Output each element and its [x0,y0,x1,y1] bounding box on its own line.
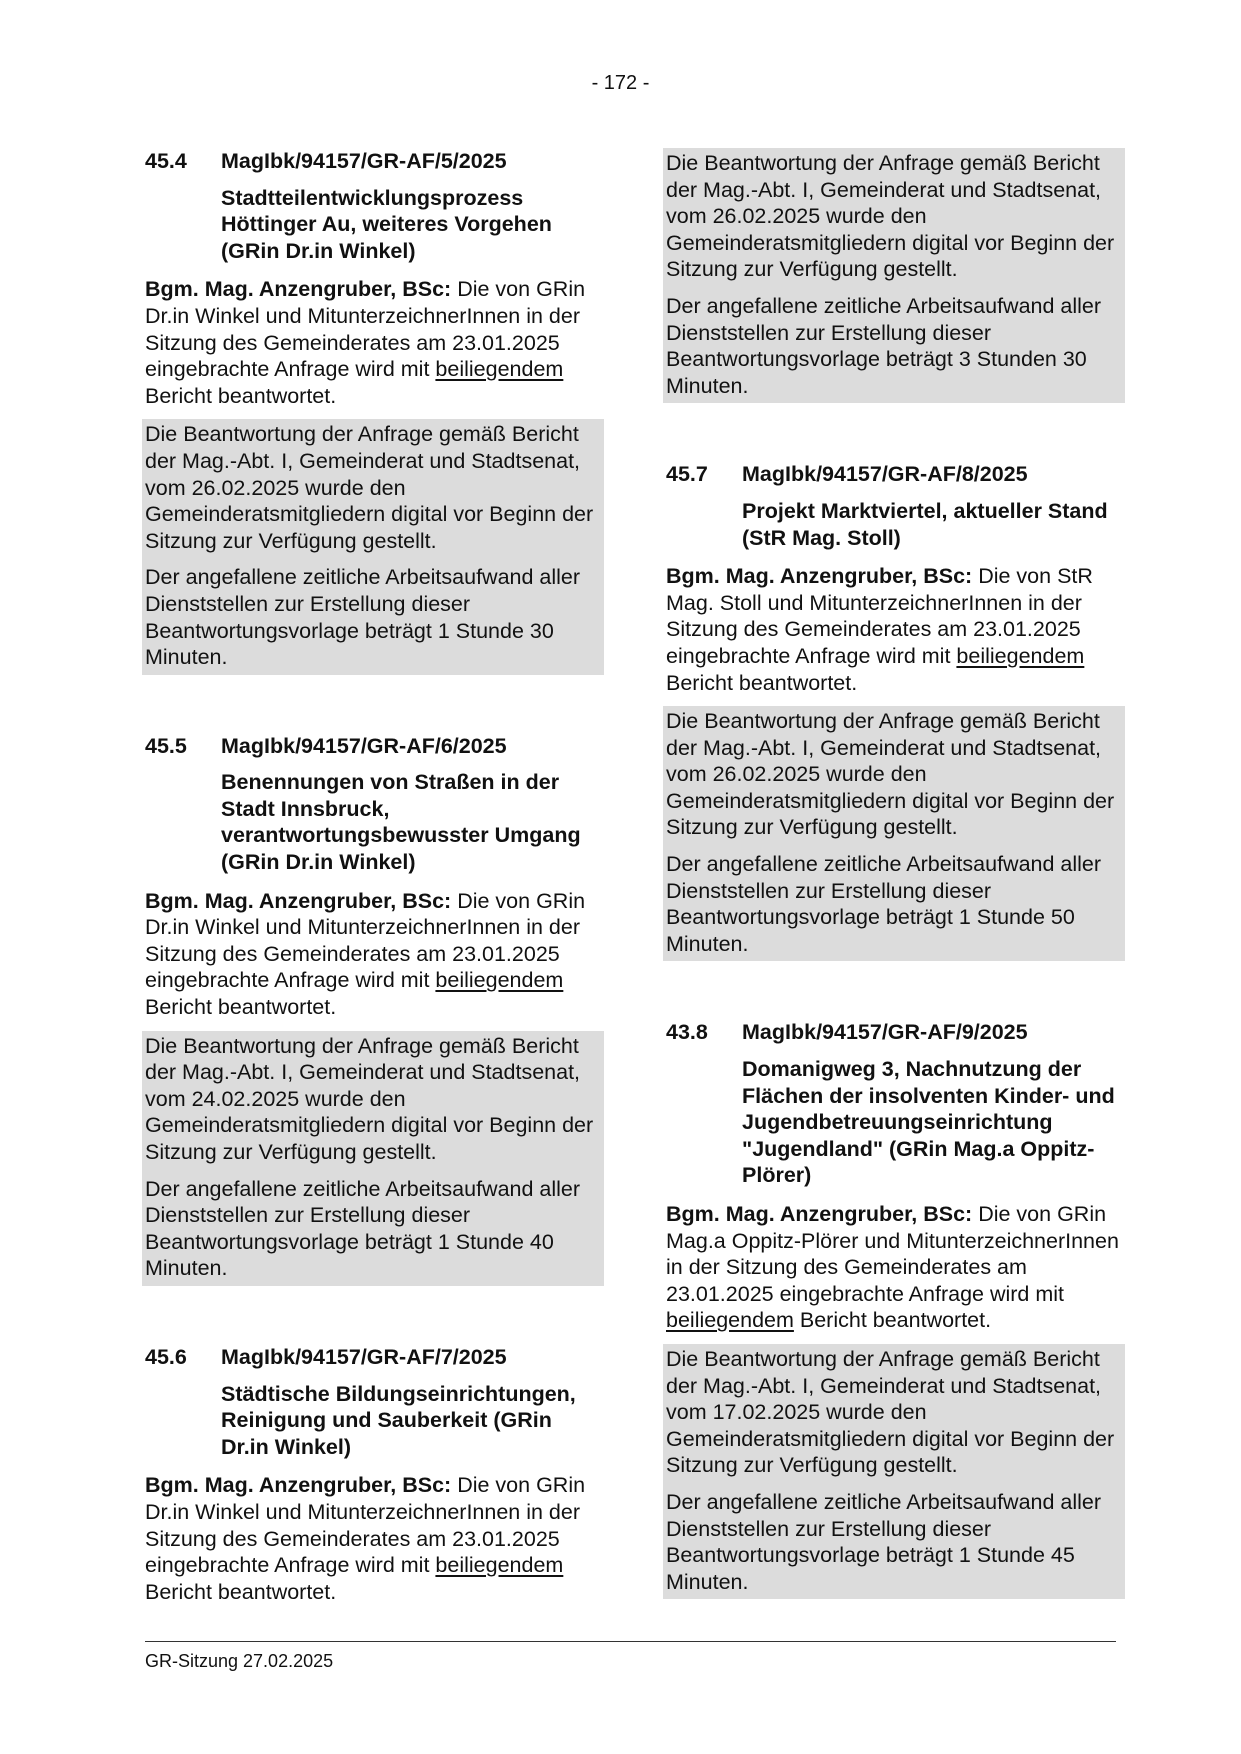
item-reference: MagIbk/94157/GR-AF/8/2025 [742,462,1028,487]
report-suffix: Bericht beantwortet. [145,383,337,408]
item-title: Städtische Bildungseinrichtungen, Reinigung und Sauberkeit (GRin Dr.in Winkel) [221,1381,576,1459]
left-column [145,148,601,1615]
item-heading [145,733,601,760]
underlined-word: beiliegendem [435,1553,564,1578]
item-heading [666,461,1122,488]
underlined-word: beiliegendem [956,643,1085,668]
footer: GR-Sitzung 27.02.2025 [145,1651,334,1671]
effort-text: Der angefallene zeitliche Arbeitsaufwand aller Dienststellen zur Erstellung dieser Beantwortungsvorlage beträgt 1 Stunde 40 Minuten. [145,1176,581,1281]
speaker-label: Bgm. Mag. Anzengruber, BSc: [666,1202,973,1226]
answer-text: Die Beantwortung der Anfrage gemäß Bericht der Mag.-Abt. I, Gemeinderat und Stadtsenat, vom 26.02.2025 wurde den Gemeinderatsmitgliedern digital vor Beginn der Sitzung zur Verfügung gestellt. [666,151,1115,282]
agenda-item-45-6 [145,1344,601,1605]
agenda-item-45-7 [666,461,1122,961]
underlined-word: beiliegendem [435,357,564,382]
report-suffix: Bericht beantwortet. [666,670,858,695]
item-title: Domanigweg 3, Nachnutzung der Flächen der insolventen Kinder- und Jugendbetreuungseinrichtung "Jugendland" (GRin Mag.a Oppitz-Plörer) [742,1057,1115,1188]
answer-box [663,148,1125,403]
answer-box [663,706,1125,961]
answer-box [142,419,604,674]
item-reference: MagIbk/94157/GR-AF/5/2025 [221,149,507,173]
report-suffix: Bericht beantwortet. [793,1308,992,1333]
item-reference: MagIbk/94157/GR-AF/6/2025 [221,733,507,758]
item-intro [145,888,601,1021]
intro-text: Die von GRin Mag.a Oppitz-Plörer und MitunterzeichnerInnen in der Sitzung des Gemeinderates am 23.01.2025 eingebrachte Anfrage wird mit [666,1202,1119,1306]
footer-rule [145,1641,1116,1642]
speaker-label: Bgm. Mag. Anzengruber, BSc: [666,564,973,589]
item-intro [666,1201,1122,1334]
speaker-label: Bgm. Mag. Anzengruber, BSc: [145,277,452,302]
report-suffix: Bericht beantwortet. [145,995,337,1020]
item-intro [145,276,601,409]
item-intro [666,563,1122,696]
speaker-label: Bgm. Mag. Anzengruber, BSc: [145,1473,452,1498]
speaker-label: Bgm. Mag. Anzengruber, BSc: [145,888,452,913]
item-title: Projekt Marktviertel, aktueller Stand (StR Mag. Stoll) [742,498,1108,550]
item-number: 45.5 [145,733,187,758]
intro-text: Die von GRin Dr.in Winkel und MitunterzeichnerInnen in der Sitzung des Gemeinderates am 23.01.2025 eingebrachte Anfrage wird mit [145,888,586,993]
item-reference: MagIbk/94157/GR-AF/9/2025 [742,1020,1028,1045]
item-intro [145,1472,601,1605]
intro-text: Die von GRin Dr.in Winkel und MitunterzeichnerInnen in der Sitzung des Gemeinderates am 23.01.2025 eingebrachte Anfrage wird mit [145,1473,586,1578]
effort-text: Der angefallene zeitliche Arbeitsaufwand aller Dienststellen zur Erstellung dieser Beantwortungsvorlage beträgt 1 Stunde 45 Minuten. [666,1489,1102,1594]
agenda-item-45-5 [145,733,601,1286]
intro-text: Die von StR Mag. Stoll und MitunterzeichnerInnen in der Sitzung des Gemeinderates am 23.01.2025 eingebrachte Anfrage wird mit [666,564,1093,668]
underlined-word: beiliegendem [666,1308,794,1333]
answer-box [663,1344,1125,1599]
answer-text: Die Beantwortung der Anfrage gemäß Bericht der Mag.-Abt. I, Gemeinderat und Stadtsenat, vom 26.02.2025 wurde den Gemeinderatsmitgliedern digital vor Beginn der Sitzung zur Verfügung gestellt. [666,709,1115,840]
item-number: 45.7 [666,462,708,487]
item-number: 45.4 [145,149,187,173]
item-reference: MagIbk/94157/GR-AF/7/2025 [221,1344,507,1369]
report-suffix: Bericht beantwortet. [145,1579,337,1604]
item-title: Benennungen von Straßen in der Stadt Innsbruck, verantwortungsbewusster Umgang (GRin Dr.in Winkel) [221,770,581,875]
effort-text: Der angefallene zeitliche Arbeitsaufwand aller Dienststellen zur Erstellung dieser Beantwortungsvorlage beträgt 1 Stunde 50 Minuten. [666,852,1102,956]
item-heading [145,148,601,175]
answer-text: Die Beantwortung der Anfrage gemäß Bericht der Mag.-Abt. I, Gemeinderat und Stadtsenat, vom 24.02.2025 wurde den Gemeinderatsmitgliedern digital vor Beginn der Sitzung zur Verfügung gestellt. [145,1033,594,1164]
answer-box [142,1031,604,1286]
item-heading [145,1344,601,1371]
page-number: - 172 - [591,72,650,94]
answer-text: Die Beantwortung der Anfrage gemäß Bericht der Mag.-Abt. I, Gemeinderat und Stadtsenat, vom 26.02.2025 wurde den Gemeinderatsmitgliedern digital vor Beginn der Sitzung zur Verfügung gestellt. [145,422,594,553]
item-heading [666,1019,1122,1046]
underlined-word: beiliegendem [435,968,564,993]
item-number: 45.6 [145,1344,187,1369]
agenda-item-43-8 [666,1019,1122,1599]
item-title: Stadtteilentwicklungsprozess Höttinger Au, weiteres Vorgehen (GRin Dr.in Winkel) [221,185,552,263]
effort-text: Der angefallene zeitliche Arbeitsaufwand aller Dienststellen zur Erstellung dieser Beantwortungsvorlage beträgt 3 Stunden 30 Minuten. [666,293,1102,398]
answer-text: Die Beantwortung der Anfrage gemäß Bericht der Mag.-Abt. I, Gemeinderat und Stadtsenat, vom 17.02.2025 wurde den Gemeinderatsmitgliedern digital vor Beginn der Sitzung zur Verfügung gestellt. [666,1346,1115,1478]
agenda-item-45-4 [145,148,601,675]
right-column [666,148,1122,1599]
item-number: 43.8 [666,1020,708,1045]
intro-text: Die von GRin Dr.in Winkel und MitunterzeichnerInnen in der Sitzung des Gemeinderates am 23.01.2025 eingebrachte Anfrage wird mit [145,277,586,382]
effort-text: Der angefallene zeitliche Arbeitsaufwand aller Dienststellen zur Erstellung dieser Beantwortungsvorlage beträgt 1 Stunde 30 Minuten. [145,565,581,670]
